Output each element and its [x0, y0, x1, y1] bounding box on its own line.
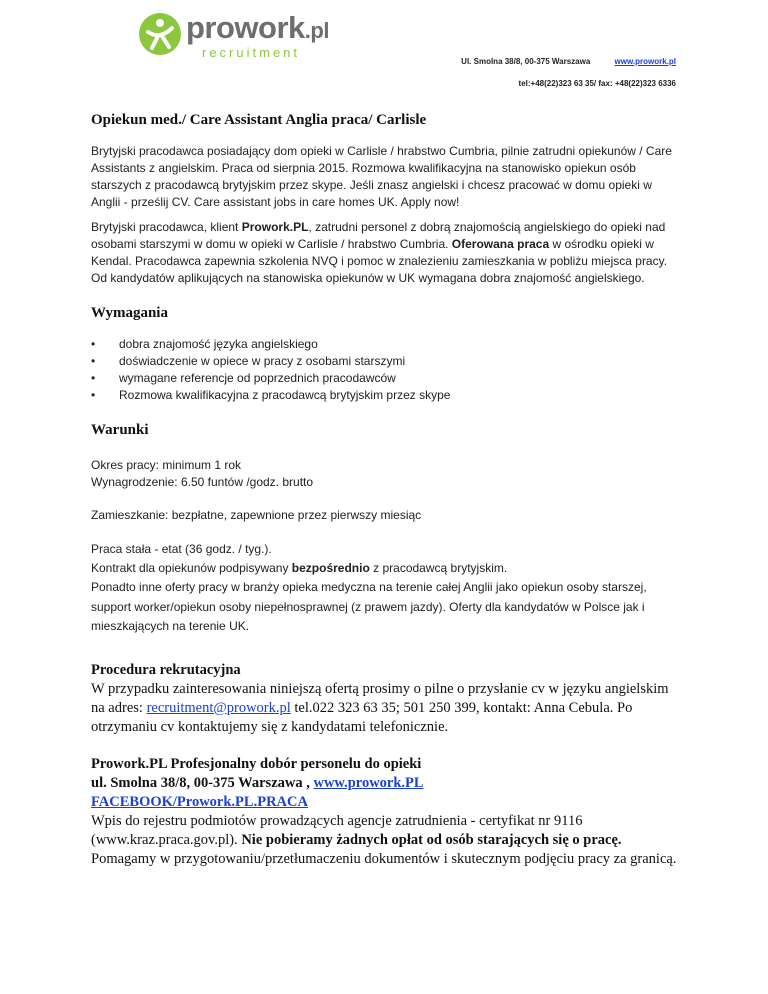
recruitment-email-link[interactable]: recruitment@prowork.pl — [146, 699, 291, 716]
header-website-link[interactable]: www.prowork.pl — [614, 57, 676, 66]
requirements-heading: Wymagania — [91, 305, 168, 321]
list-item: • dobra znajomość języka angielskiego — [119, 336, 681, 353]
footer-section — [91, 755, 681, 869]
header-contact-line — [461, 57, 676, 66]
footer-address: ul. Smolna 38/8, 00-375 Warszawa , www.prowork.PL — [91, 774, 424, 791]
procedure-heading: Procedura rekrutacyjna — [91, 661, 241, 678]
header-phone-line: tel:+48(22)323 63 35/ fax: +48(22)323 6336 — [518, 79, 676, 88]
procedure-section — [91, 661, 681, 737]
logo-figure-icon — [138, 12, 182, 56]
description-paragraph: Brytyjski pracodawca, klient Prowork.PL, zatrudni personel z dobrą znajomością angielskiego do opieki nad osobami starszymi w domu w opieki w Carlisle / hrabstwo Cumbria. Oferowana praca w ośrodku opieki w Kendal. Pracodawca zapewnia szkolenia NVQ i pomoc w znalezieniu zamieszkania w pobliżu miejsca pracy. Od kandydatów aplikujących na stanowiska opiekunów w UK wymagana dobra znajomość angielskiego. — [91, 220, 668, 285]
requirements-list — [91, 336, 681, 404]
footer-facebook — [91, 793, 681, 812]
company-logo — [138, 12, 338, 60]
salary: Wynagrodzenie: 6.50 funtów /godz. brutto — [91, 475, 314, 489]
header-address: Ul. Smolna 38/8, 00-375 Warszawa — [461, 57, 591, 66]
list-item: • wymagane referencje od poprzednich pracodawców — [119, 370, 681, 387]
other-offers: Ponadto inne oferty pracy w branży opieka medyczna na terenie całej Anglii jako opiekun osoby starszej, support worker/opiekun osoby niepełnosprawnej (z prawem jazdy). Oferty dla kandydatów w Polsce jak i mieszkających na terenie UK. — [91, 580, 647, 633]
conditions-heading: Warunki — [91, 422, 149, 438]
brand-subtitle: recruitment — [202, 45, 301, 60]
contract-info: Kontrakt dla opiekunów podpisywany bezpośrednio z pracodawcą brytyjskim. — [91, 561, 508, 575]
intro-paragraph: Brytyjski pracodawca posiadający dom opieki w Carlisle / hrabstwo Cumbria, pilnie zatrudni opiekunów / Care Assistants z angielskim. Praca od sierpnia 2015. Rozmowa kwalifikacyjna na stanowisko opiekun osób starszych z pracodawcą brytyjskim przez skype. Jeśli znasz angielski i chcesz pracować w domu opieki w Anglii - prześlij CV. Care assistant jobs in care homes UK. Apply now! — [91, 144, 672, 209]
housing: Zamieszkanie: bezpłatne, zapewnione przez pierwszy miesiąc — [91, 508, 422, 522]
list-item: • doświadczenie w opiece w pracy z osobami starszymi — [119, 353, 681, 370]
facebook-link[interactable]: FACEBOOK/Prowork.PL.PRACA — [91, 793, 308, 810]
brand-name: prowork.pl — [186, 10, 329, 45]
footer-registry: Wpis do rejestru podmiotów prowadzących agencje zatrudnienia - certyfikat nr 9116 (www.kraz.praca.gov.pl). Nie pobieramy żadnych opłat od osób starających się o pracę. Pomagamy w przygotowaniu/przetłumaczeniu dokumentów i skutecznym podjęciu pracy za granicą. — [91, 812, 677, 867]
procedure-text: W przypadku zainteresowania niniejszą ofertą prosimy o pilne o przysłanie cv w języku angielskim na adres: recruitment@prowork.pl tel.022 323 63 35; 501 250 399, kontakt: Anna Cebula. Po otrzymaniu cv kontaktujemy się z kandydatami telefonicznie. — [91, 680, 669, 735]
footer-company-title: Prowork.PL Profesjonalny dobór personelu do opieki — [91, 755, 422, 772]
work-period: Okres pracy: minimum 1 rok — [91, 458, 242, 472]
list-item: • Rozmowa kwalifikacyjna z pracodawcą brytyjskim przez skype — [119, 387, 681, 404]
footer-website-link[interactable]: www.prowork.PL — [313, 774, 424, 791]
job-title: Opiekun med./ Care Assistant Anglia praca/ Carlisle — [91, 112, 427, 128]
work-hours: Praca stała - etat (36 godz. / tyg.). — [91, 542, 272, 556]
